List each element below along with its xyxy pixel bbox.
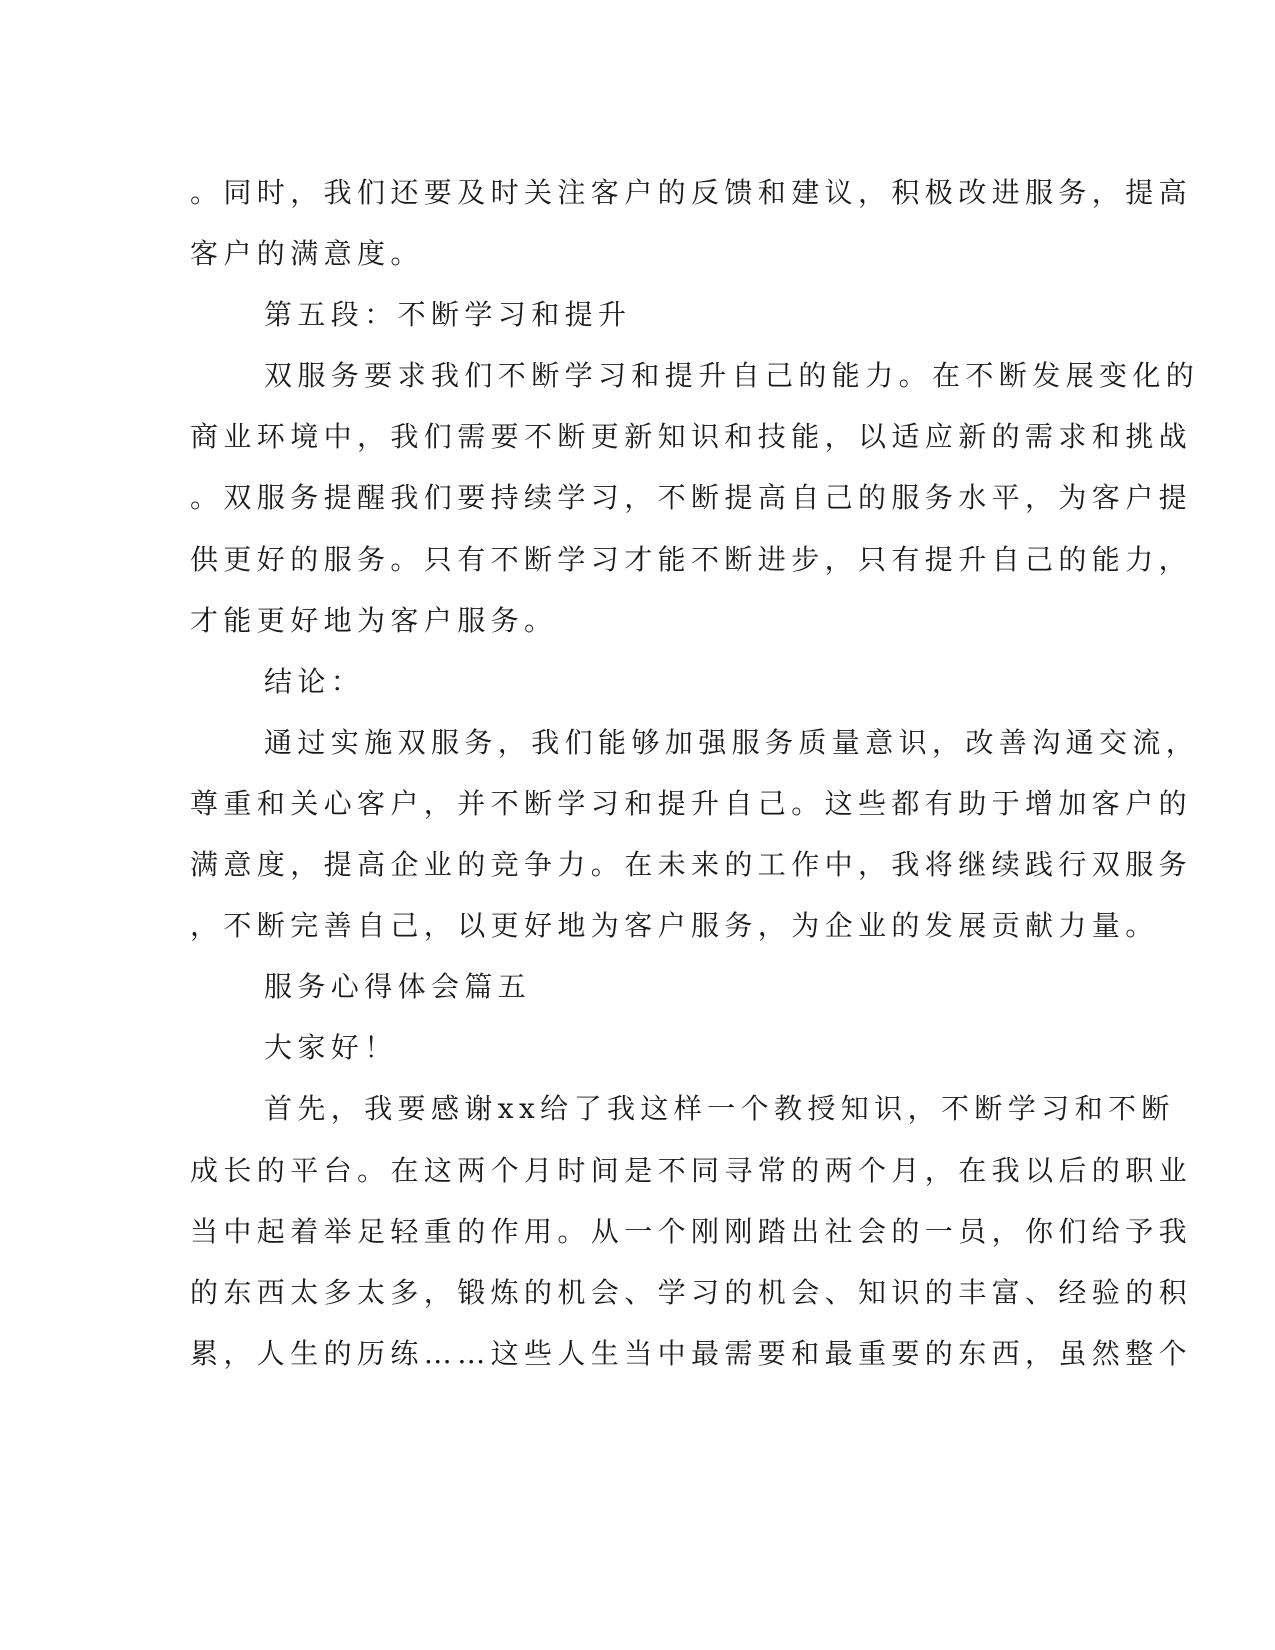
text-line: 供更好的服务。只有不断学习才能不断进步，只有提升自己的能力， — [190, 542, 1193, 576]
text-line: ，不断完善自己，以更好地为客户服务，为企业的发展贡献力量。 — [190, 909, 1159, 943]
text-line: 商业环境中，我们需要不断更新知识和技能，以适应新的需求和挑战 — [190, 420, 1193, 454]
text-line: 首先，我要感谢xx给了我这样一个教授知识，不断学习和不断 — [264, 1092, 1175, 1126]
text-line: 尊重和关心客户，并不断学习和提升自己。这些都有助于增加客户的 — [190, 786, 1193, 820]
text-line: 当中起着举足轻重的作用。从一个刚刚踏出社会的一员，你们给予我 — [190, 1214, 1193, 1248]
section-heading: 结论： — [264, 664, 365, 698]
section-heading: 第五段：不断学习和提升 — [264, 298, 632, 332]
text-line: 成长的平台。在这两个月时间是不同寻常的两个月，在我以后的职业 — [190, 1153, 1193, 1187]
text-line: 客户的满意度。 — [190, 237, 424, 271]
text-line: 累，人生的历练……这些人生当中最需要和最重要的东西，虽然整个 — [190, 1336, 1193, 1370]
section-heading: 服务心得体会篇五 — [264, 970, 532, 1004]
text-line: 。双服务提醒我们要持续学习，不断提高自己的服务水平，为客户提 — [190, 481, 1193, 515]
body-text — [190, 162, 1200, 1384]
greeting-line: 大家好！ — [264, 1031, 398, 1065]
text-line: 满意度，提高企业的竞争力。在未来的工作中，我将继续践行双服务 — [190, 848, 1193, 882]
text-line: 才能更好地为客户服务。 — [190, 603, 558, 637]
text-line: 通过实施双服务，我们能够加强服务质量意识，改善沟通交流， — [264, 725, 1200, 759]
text-line: 。同时，我们还要及时关注客户的反馈和建议，积极改进服务，提高 — [190, 176, 1193, 209]
text-line: 的东西太多太多，锻炼的机会、学习的机会、知识的丰富、经验的积 — [190, 1275, 1193, 1309]
text-line: 双服务要求我们不断学习和提升自己的能力。在不断发展变化的 — [264, 359, 1200, 393]
